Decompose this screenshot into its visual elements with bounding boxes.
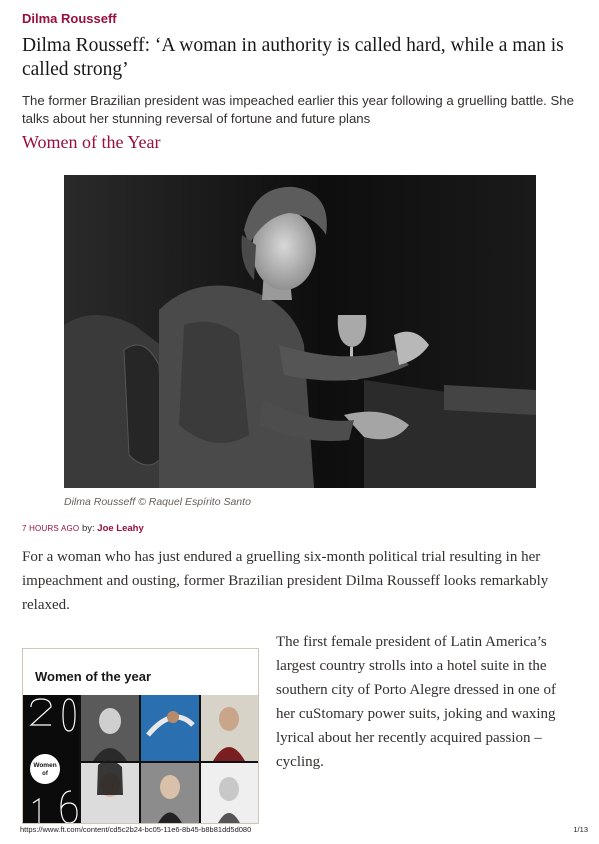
by-label: by: <box>81 523 95 534</box>
promo-image-strip <box>23 695 258 824</box>
timestamp: 7 HOURS AGO <box>22 524 80 533</box>
women-of-the-year-promo[interactable] <box>22 648 259 824</box>
paragraph-2: The first female president of Latin America’s largest country strolls into a hotel suite in the southern city of Porto Alegre dressed in one of her cuStomary power suits, joking and waxing lyrical about her recently acquired passion – cycling. <box>276 634 556 770</box>
article-standfirst: The former Brazilian president was impeached earlier this year following a gruelling battle. She talks about her stunning reversal of fortune and future plans <box>22 93 574 126</box>
topic-tag-link[interactable]: Dilma Rousseff <box>22 11 117 26</box>
print-footer <box>20 825 588 834</box>
section-link[interactable]: Women of the Year <box>22 132 161 152</box>
promo-title: Women of the year <box>35 669 152 684</box>
promo-badge-line2: of <box>42 771 48 777</box>
footer-page-number: 1/13 <box>573 825 588 834</box>
paragraph-1: For a woman who has just endured a gruelling six-month political trial resulting in her impeachment and ousting, former Brazilian president Dilma Rousseff looks remarkably relaxed. <box>22 549 549 613</box>
article-headline: Dilma Rousseff: ‘A woman in authority is called hard, while a man is called strong’ <box>22 35 564 80</box>
promo-portraits <box>23 695 258 824</box>
hero-photo <box>64 175 536 488</box>
image-caption: Dilma Rousseff © Raquel Espírito Santo <box>64 496 251 508</box>
footer-url: https://www.ft.com/content/cd5c2b24-bc05-11e6-8b45-b8b81dd5d080 <box>20 825 252 834</box>
promo-badge-line1: Women <box>33 762 57 769</box>
byline <box>22 523 144 534</box>
author-link[interactable]: Joe Leahy <box>97 523 144 534</box>
hero-photo-drawing <box>64 175 536 488</box>
